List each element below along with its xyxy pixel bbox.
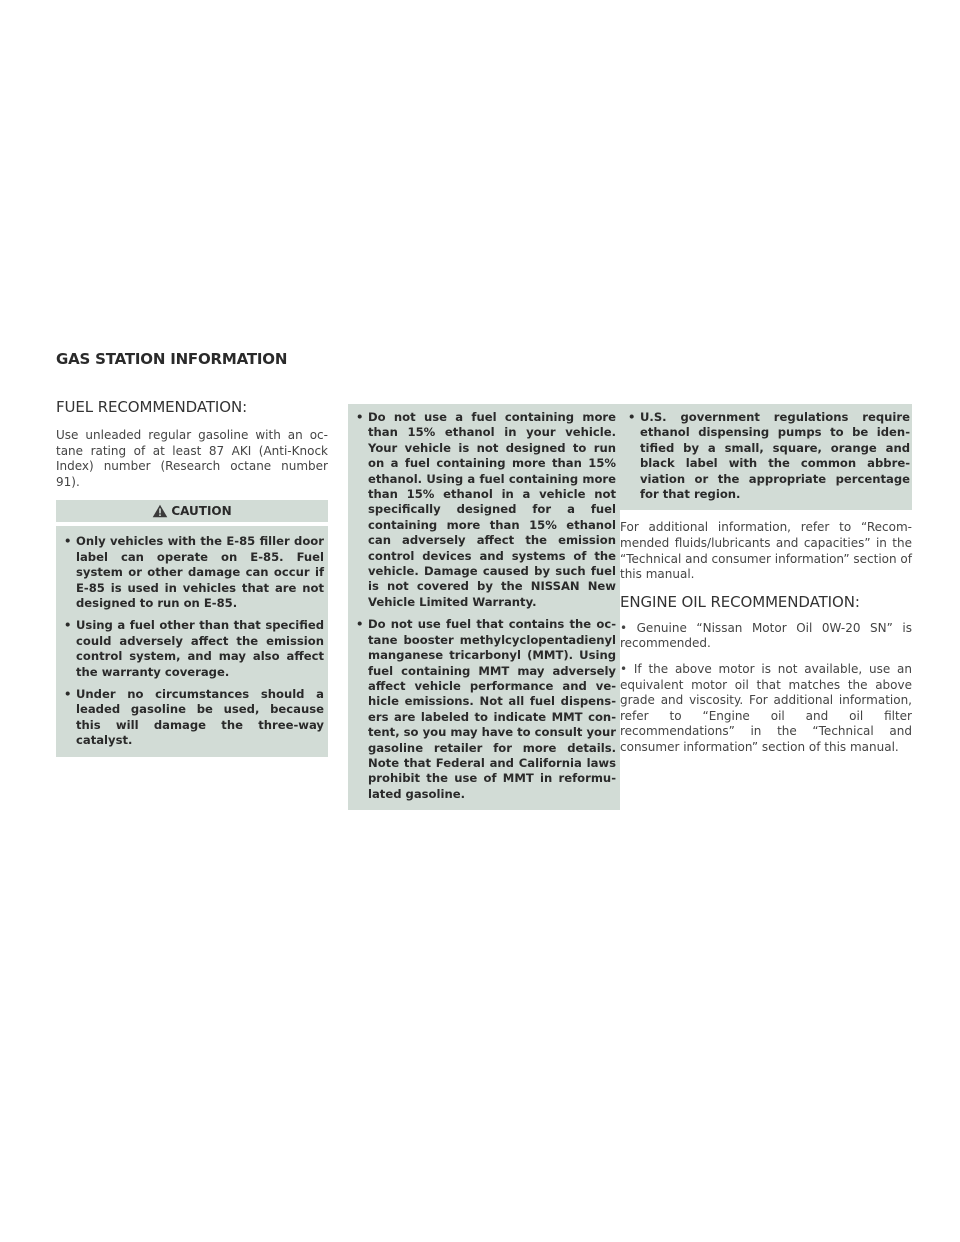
caution-title: CAUTION	[171, 504, 232, 519]
caution-item: • Do not use fuel that contains the octane booster methylcyclopentadienyl manganese tricarbonyl (MMT). Using fuel containing MMT may adversely affect vehicle performance and vehicle emissions. Not all fuel dispensers are labeled to indicate MMT content, so you may have to consult your gasoline retailer for more details. Note that Federal and California laws prohibit the use of MMT in reformulated gasoline.	[354, 617, 616, 802]
caution-item: • Using a fuel other than that specified could adversely affect the emission control system, and may also affect the warranty coverage.	[62, 618, 324, 680]
engine-oil-paragraph-2: • If the above motor is not available, use an equivalent motor oil that matches the above grade and viscosity. For additional information, refer to “Engine oil and oil filter recommendations” in the “Technical and consumer information” section of this manual.	[620, 662, 912, 754]
column-2	[348, 404, 620, 810]
column-1	[56, 398, 328, 757]
caution-item: • Do not use a fuel containing more than 15% ethanol in your vehicle. Your vehicle is not designed to run on a fuel containing more than 15% ethanol. Using a fuel containing more than 15% ethanol in a vehicle not specifically designed for a fuel containing more than 15% ethanol can adversely affect the emission control devices and systems of the vehicle. Damage caused by such fuel is not covered by the NISSAN New Vehicle Limited Warranty.	[354, 410, 616, 610]
section-header: GAS STATION INFORMATION	[56, 350, 288, 368]
engine-oil-heading: ENGINE OIL RECOMMENDATION:	[620, 592, 860, 611]
caution-item: • Under no circumstances should a leaded gasoline be used, because this will damage the three-way catalyst.	[62, 687, 324, 749]
caution-list-continued-2	[626, 410, 910, 502]
column-3	[620, 404, 912, 766]
warning-triangle-icon	[152, 504, 168, 518]
fuel-reference-text: For additional information, refer to “Recommended fluids/lubricants and capacities” in the “Technical and consumer information” section of this manual.	[620, 520, 912, 582]
caution-list	[62, 534, 324, 748]
caution-box	[56, 526, 328, 756]
caution-box-continued	[348, 404, 620, 810]
caution-list-continued	[354, 410, 616, 802]
engine-oil-paragraph-1: • Genuine “Nissan Motor Oil 0W-20 SN” is recommended.	[620, 620, 912, 651]
fuel-intro-text: Use unleaded regular gasoline with an octane rating of at least 87 AKI (Anti-Knock Index) number (Research octane number 91).	[56, 428, 328, 489]
caution-box-continued-2	[620, 404, 912, 510]
caution-item: • U.S. government regulations require ethanol dispensing pumps to be identified by a small, square, orange and black label with the common abbreviation or the appropriate percentage for that region.	[626, 410, 910, 502]
fuel-recommendation-heading: FUEL RECOMMENDATION:	[56, 398, 248, 416]
caution-item: • Only vehicles with the E-85 filler door label can operate on E-85. Fuel system or other damage can occur if E-85 is used in vehicles that are not designed to run on E-85.	[62, 534, 324, 611]
caution-banner	[56, 500, 328, 522]
